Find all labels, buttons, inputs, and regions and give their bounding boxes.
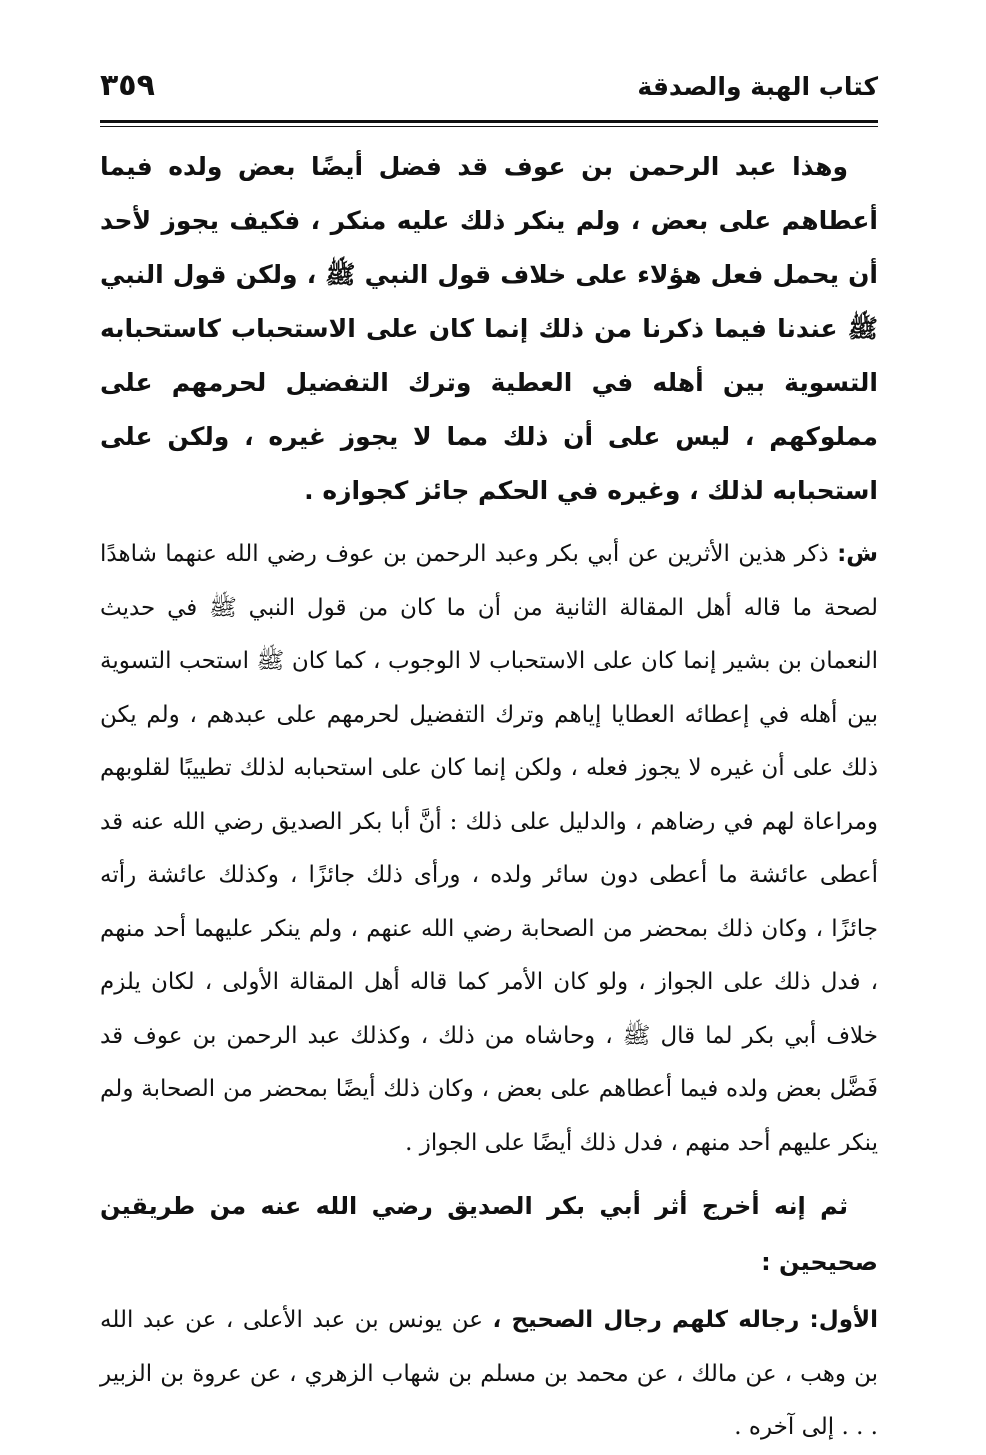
sharh-text: ذكر هذين الأثرين عن أبي بكر وعبد الرحمن بن عوف رضي الله عنهما شاهدًا لصحة ما قاله أهل المقالة الثانية من أن ما كان من قول النبي ﷺ في حديث النعمان بن بشير إنما كان على الاستحباب لا الوجوب ، كما كان ﷺ استحب التسوية بين أهله في إعطائه العطايا إياهم وترك التفضيل لحرمهم على عبدهم ، ولم يكن ذلك على أن غيره لا يجوز فعله ، ولكن إنما كان على استحبابه لذلك تطييبًا لقلوبهم ومراعاة لهم في رضاهم ، والدليل على ذلك : أنَّ أبا بكر الصديق رضي الله عنه قد أعطى عائشة ما أعطى دون سائر ولده ، ورأى ذلك جائزًا ، وكذلك عائشة رأته جائزًا ، وكان ذلك بمحضر من الصحابة رضي الله عنهم ، ولم ينكر عليهما أحد منهم ، فدل ذلك على الجواز ، ولو كان الأمر كما قاله أهل المقالة الأولى ، لكان يلزم خلاف أبي بكر لما قال ﷺ ، وحاشاه من ذلك ، وكذلك عبد الرحمن بن عوف قد فَضَّل بعض ولده فيما أعطاهم على بعض ، وكان ذلك أيضًا بمحضر من الصحابة ولم ينكر عليهم أحد منهم ، فدل ذلك أيضًا على الجواز .: [100, 541, 878, 1156]
isnad-paragraph: [100, 1294, 878, 1455]
isnad-lead: الأول: رجاله كلهم رجال الصحيح ،: [492, 1307, 879, 1333]
page-number: ٣٥٩: [100, 68, 155, 103]
page-body: [100, 140, 878, 1455]
header-rule: [100, 120, 878, 123]
sharh-paragraph: [100, 528, 878, 1170]
sharh-marker: ش:: [837, 541, 878, 567]
running-title: كتاب الهبة والصدقة: [637, 72, 878, 101]
matn-paragraph: وهذا عبد الرحمن بن عوف قد فضل أيضًا بعض ولده فيما أعطاهم على بعض ، ولم ينكر ذلك عليه منكر ، فكيف يجوز لأحد أن يحمل فعل هؤلاء على خلاف قول النبي ﷺ ، ولكن قول النبي ﷺ عندنا فيما ذكرنا من ذلك إنما كان على الاستحباب كاستحبابه التسوية بين أهله في العطية وترك التفضيل لحرمهم على مملوكهم ، ليس على أن ذلك مما لا يجوز غيره ، ولكن على استحبابه لذلك ، وغيره في الحكم جائز كجوازه .: [100, 152, 878, 505]
page-header: [100, 66, 878, 116]
header-rule-thin: [100, 126, 878, 127]
section-heading: ثم إنه أخرج أثر أبي بكر الصديق رضي الله عنه من طريقين صحيحين :: [100, 1192, 878, 1276]
isnad-text: عن يونس بن عبد الأعلى ، عن عبد الله بن وهب ، عن مالك ، عن محمد بن مسلم بن شهاب الزهري ، عن عروة بن الزبير . . . إلى آخره .: [100, 1307, 878, 1440]
